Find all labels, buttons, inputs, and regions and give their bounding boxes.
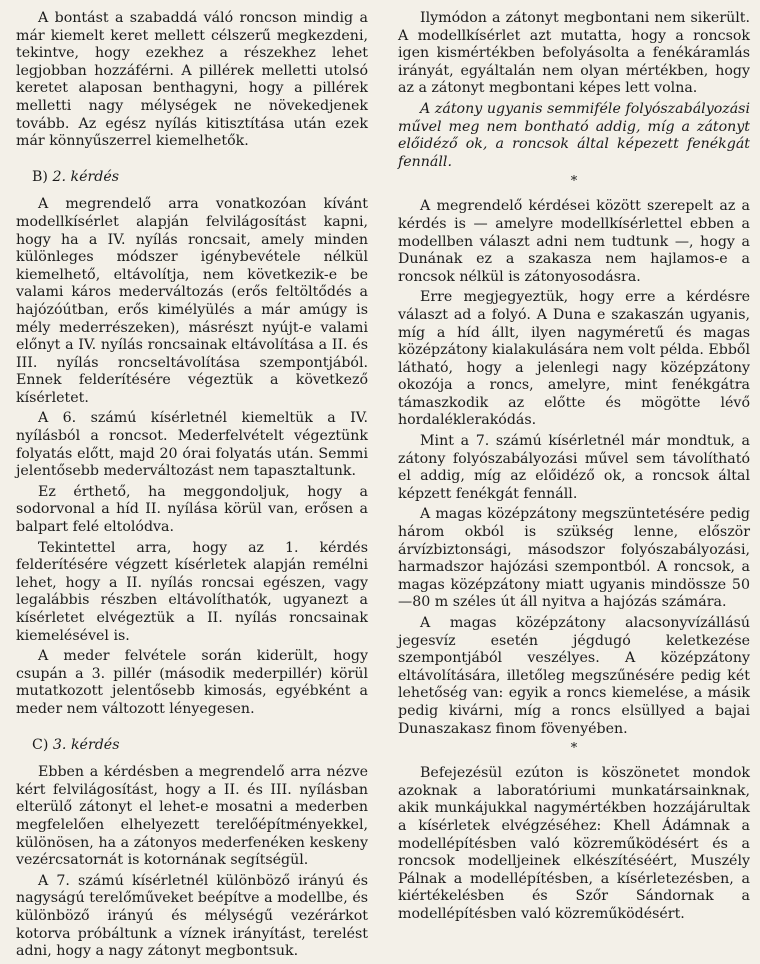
section-separator: *	[570, 174, 578, 190]
paragraph: Ebben a kérdésben a megrendelő arra nézve kért felvilágosítást, hogy a II. és III. nyílásban elterülő zátonyt el lehet-e mosatni a mederben megfelelően elhelyezett terelőépítményekkel, különösen, ha a zátonyos mederfenéken keskeny vezércsatornát is kotornának segítségül.	[16, 764, 368, 869]
section-heading-b	[32, 169, 368, 187]
paragraph: A megrendelő arra vonatkozóan kívánt modellkísérlet alapján felvilágosítást kapni, hogy ha a IV. nyílás roncsait, amely minden különleges módszer igénybevétele nélkül kiemelhető, eltávolítja, nem következik-e be valami káros mederváltozás (erős feltöltődés a hajózóútban, erős kimélyülés a már amúgy is mély mederrészeken), másrészt nyújt-e valami előnyt a IV. nyílás roncsainak eltávolítása a II. és III. nyílás roncseltávolítása szempontjából. Ennek felderítésére végeztük a következő kísérletet.	[16, 196, 368, 406]
section-title: 3. kérdés	[52, 736, 120, 753]
section-letter: C)	[32, 736, 49, 753]
paragraph: A magas középzátony megszüntetésére pedig három okból is szükség lenne, először árvízbiztonsági, másodszor folyószabályozási, harmadszor hajózási szempontból. A roncsok, a magas középzátony miatt ugyanis mindössze 50—80 m széles út áll nyitva a hajózás számára.	[398, 506, 750, 611]
paragraph: A magas középzátony alacsonyvízállású jegesvíz esetén jégdugó keletkezése szempontjából veszélyes. A középzátony eltávolítására, illetőleg megszűnésére pedig két lehetőség van: egyik a roncs kiemelése, a másik pedig kivárni, míg a roncs elsüllyed a bajai Dunaszakasz finom fövenyében.	[398, 615, 750, 737]
paragraph: Tekintettel arra, hogy az 1. kérdés felderítésére végzett kísérletek alapján remélni lehet, hogy a II. nyílás roncsai egészen, vagy legalábbis részben eltávolíthatók, ugyanezt a kísérletet elvégeztük a II. nyílás roncsainak kiemelésével is.	[16, 539, 368, 644]
paragraph: Erre megjegyeztük, hogy erre a kérdésre választ ad a folyó. A Duna e szakaszán ugyanis, míg a híd állt, ilyen nagyméretű és magas középzátony kialakulására nem volt példa. Ebből látható, hogy a jelenlegi nagy középzátony okozója a roncs, amelyre, mint fenékgátra támaszkodik az előtte és mögötte lévő hordaléklerakódás.	[398, 289, 750, 429]
paragraph: Ilymódon a zátonyt megbontani nem sikerült. A modellkísérlet azt mutatta, hogy a roncsok igen kismértékben befolyásolta a fenékáramlás irányát, egyáltalán nem olyan mértékben, hogy az a zátonyt megbontani képes lett volna.	[398, 10, 750, 97]
section-title: 2. kérdés	[52, 168, 120, 185]
paragraph: A 6. számú kísérletnél kiemeltük a IV. nyílásból a roncsot. Mederfelvételt végeztünk folyatás előtt, majd 20 órai folyatás után. Semmi jelentősebb mederváltozást nem tapasztaltunk.	[16, 410, 368, 480]
section-separator: *	[570, 741, 578, 757]
paragraph: A meder felvétele során kiderült, hogy csupán a 3. pillér (második mederpillér) körül mutatkozott jelentősebb kimosás, egyébként a meder nem változott lényegesen.	[16, 648, 368, 717]
paragraph: Ez érthető, ha meggondoljuk, hogy a sodorvonal a híd II. nyílása körül van, erősen a balpart felé eltolódva.	[16, 483, 368, 536]
section-letter: B)	[32, 168, 48, 185]
acknowledgement-paragraph: Befejezésül ezúton is köszönetet mondok azoknak a laboratóriumi munkatársainknak, akik munkájukkal nagymértékben hozzájárultak a kísérletek elvégzéséhez: Khell Ádámnak a modellépítésben való közreműködésért és a roncsok modelljeinek elkészítéséért, Muszély Pálnak a modellépítésben, a kísérletezésben, a kiértékelésben és Szőr Sándornak a modellépítésben való közreműködésért.	[398, 765, 750, 922]
right-column	[398, 10, 750, 927]
section-heading-c	[32, 737, 368, 755]
paragraph: A megrendelő kérdései között szerepelt az a kérdés is — amelyre modellkísérlettel ebben a modellben választ adni nem tudtunk —, hogy a Dunának ez a szakasza nem hajlamos-e a roncsok nélkül is zátonyosodásra.	[398, 198, 750, 285]
paragraph: Mint a 7. számú kísérletnél már mondtuk, a zátony folyószabályozási művel sem távolítható el addig, míg az előidéző ok, a roncsok által képzett fenékgát fennáll.	[398, 433, 750, 502]
italic-paragraph: A zátony ugyanis semmiféle folyószabályozási művel meg nem bontható addig, míg a zátonyt előidéző ok, a roncsok által képezett fenékgát fennáll.	[398, 100, 750, 170]
left-column	[16, 10, 368, 964]
paragraph: A bontást a szabaddá váló roncson mindig a már kiemelt keret mellett célszerű megkezdeni, tekintve, hogy ezekhez a részekhez lehet legjobban hozzáférni. A pillérek melletti utolsó keretet alaposan benthagyni, hogy a pillérek melletti nagy mélységek ne növekedjenek tovább. Az egész nyílás kitisztítása után ezek már könnyűszerrel kiemelhetők.	[16, 10, 368, 150]
paragraph: A 7. számú kísérletnél különböző irányú és nagyságú terelőműveket beépítve a modellbe, és különböző irányú és mélységű vezérárkot kotorva próbáltunk a víznek irányítást, terelést adni, hogy a nagy zátonyt megbontsuk.	[16, 872, 368, 960]
